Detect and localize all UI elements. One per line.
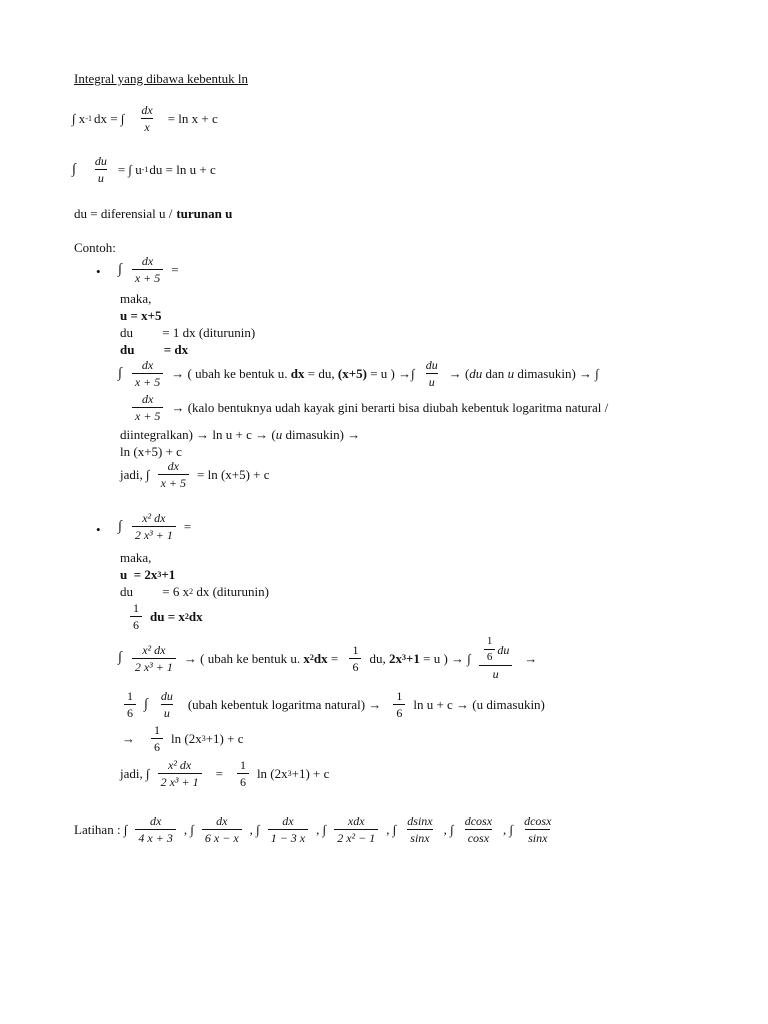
ex2-jadi-frac — [158, 759, 202, 788]
ex1-u-line — [120, 309, 162, 322]
ex2-step3: → $\frac{1}{6}$ ln (2x 3 +1) + c — [122, 723, 244, 754]
ex2-sixth-a: du = x — [150, 609, 185, 624]
latihan-sep-3: , ∫ — [316, 822, 327, 837]
ex2-s2-frac3 — [393, 690, 405, 719]
latihan-1-den: 4 x + 3 — [135, 829, 175, 844]
ex1-step4 — [120, 445, 182, 458]
ex1-s1-frac2 — [423, 359, 441, 388]
ex2-jadi: jadi, ∫ $\frac{\text{x² dx}}{\text{2 x³ + 1}}$ = $\frac{1}{6}$ ln (2x 3 +1) + c — [120, 758, 330, 789]
ex2-s1-t9: → — [524, 650, 538, 666]
ex2-s2-num: du — [160, 689, 173, 703]
latihan-5-den: sinx — [407, 829, 432, 844]
ex2-jadi-frac2 — [237, 759, 249, 788]
latihan-1-num: dx — [149, 814, 162, 828]
ex1-s2-frac — [132, 393, 163, 422]
latihan-sep-2: , ∫ — [249, 822, 260, 837]
ex2-q-eq: = — [183, 519, 192, 534]
ex2-du-a: du = 6 x — [120, 584, 190, 599]
latihan-item-1 — [135, 815, 175, 844]
f2-den: u — [95, 169, 107, 184]
ex1-jadi-b: = ln (x+5) + c — [197, 467, 270, 482]
latihan-item-7 — [521, 815, 554, 844]
ex2-s1-t8: = u ) → ∫ — [419, 650, 471, 666]
ex1-jadi-a: jadi, ∫ — [120, 467, 150, 482]
ex2-jadi-b: ln (2x — [256, 766, 288, 781]
ex2-s1-n2bot: 6 — [484, 649, 496, 663]
def-text: du = diferensial u / — [74, 206, 173, 221]
ex1-s2-text: → (kalo bentuknya udah kayak gini berarti bisa diubah kebentuk logaritma natural / — [171, 400, 609, 415]
heading-text: Integral yang dibawa kebentuk ln — [74, 71, 248, 86]
ex2-du-b: dx (diturunin) — [193, 584, 269, 599]
f1-fraction — [138, 104, 155, 133]
latihan-4-num: xdx — [347, 814, 365, 828]
ex2-jadi-c: +1) + c — [291, 766, 330, 781]
ex1-s1-int: ∫ — [118, 365, 122, 381]
ex1-jadi-den: x + 5 — [158, 474, 189, 489]
ex1-u-text: u = x+5 — [120, 308, 162, 323]
ex2-s1-den: 2 x³ + 1 — [132, 658, 176, 673]
ex2-s3-b: +1) + c — [205, 731, 244, 746]
f2-result: du = ln u + c — [149, 162, 216, 177]
ex1-s2-den: x + 5 — [132, 407, 163, 422]
ex1-s1-den: x + 5 — [132, 373, 163, 388]
ex2-q-frac — [132, 512, 176, 541]
ex2-s1-int: ∫ — [118, 650, 122, 665]
ex2-s1-frac1 — [349, 644, 361, 673]
ex1-maka-text: maka, — [120, 291, 152, 306]
ex2-s1-frac — [132, 644, 176, 673]
ex2-sixth-den: 6 — [130, 616, 142, 631]
ex2-s3-d: 6 — [151, 738, 163, 753]
latihan-item-2 — [202, 815, 242, 844]
ex1-s1-frac — [132, 359, 163, 388]
ex1-s3-a: diintegralkan) → ln u + c → ( — [120, 427, 276, 442]
ex2-s1-t2: x — [303, 650, 310, 666]
ex2-maka — [120, 551, 151, 564]
ex1-s2-num: dx — [142, 392, 154, 406]
f1-mid: dx = ∫ — [93, 111, 125, 126]
ex1-du-text: du = 1 dx (diturunin) — [120, 325, 256, 340]
ex2-sixth-b: dx — [188, 609, 203, 624]
ex2-s3-n: 1 — [154, 723, 160, 737]
ex1-q-eq: = — [171, 262, 179, 277]
ex1-q-int: ∫ — [118, 261, 122, 277]
ex2-q-int: ∫ — [118, 518, 122, 534]
ex2-s1-n1: 1 — [352, 642, 359, 657]
latihan-2-num: dx — [216, 814, 228, 828]
ex2-du-line: du = 6 x 2 dx (diturunin) — [120, 584, 269, 599]
ex2-s1-n2var: du — [497, 642, 510, 657]
ex1-du-line — [120, 326, 255, 339]
ex2-s3-arrow: → — [122, 731, 135, 746]
latihan-3-num: dx — [282, 814, 294, 828]
ex2-s1-t7: +1 — [405, 650, 420, 666]
ex1-s1-num: dx — [141, 358, 154, 372]
latihan-7-den: sinx — [525, 829, 550, 844]
ex2-s1-t1: → ( ubah ke bentuk u. — [183, 650, 304, 666]
latihan-6-num: dcosx — [464, 814, 493, 828]
ex2-s1-t5: du, — [369, 650, 389, 666]
ex2-s2-int: ∫ — [144, 696, 148, 712]
latihan-sep-4: , ∫ — [386, 822, 397, 837]
ex2-jadi-num: x² dx — [167, 758, 192, 772]
ex1-s1-t2: dx — [290, 366, 305, 381]
ex2-s2-d2: 6 — [393, 704, 405, 719]
ex2-jadi-d: 6 — [237, 773, 249, 788]
ex2-s2-t2: ln u + c → (u dimasukin) — [413, 697, 545, 712]
bullet-1: • — [96, 264, 101, 279]
ex1-s1-t6: → ( — [448, 366, 470, 381]
latihan-item-6 — [462, 815, 495, 844]
f2-mid: = ∫ u — [117, 162, 142, 177]
ex2-s1-d2: u — [479, 665, 513, 680]
ex1-question — [118, 255, 179, 284]
ex2-sixth: $\frac{1}{6}$ du = x 2 dx — [122, 602, 203, 631]
ex2-step2 — [124, 690, 545, 719]
latihan-item-3 — [268, 815, 308, 844]
ex1-s1-t8: dan — [482, 366, 508, 381]
latihan-6-den: cosx — [465, 829, 492, 844]
ex2-s2-t1: (ubah kebentuk logaritma natural) → — [187, 697, 382, 712]
ex2-jadi-den: 2 x³ + 1 — [158, 773, 202, 788]
formula-2: ∫ $\frac{du}{u}$ = ∫ u -1 du = ln u + c — [72, 154, 216, 185]
ex1-q-den: x + 5 — [132, 269, 163, 284]
def-bold: turunan u — [176, 206, 233, 221]
latihan-4-den: 2 x² − 1 — [334, 829, 378, 844]
ex1-jadi-frac — [158, 460, 189, 489]
latihan-sep-6: , ∫ — [503, 822, 514, 837]
ex1-s1-t3: = du, — [304, 366, 338, 381]
ex2-u-b: +1 — [161, 567, 176, 582]
ex2-s2-frac1 — [124, 690, 136, 719]
contoh-label — [74, 241, 116, 254]
ex2-s1-num2 — [479, 636, 513, 665]
ex1-step2 — [124, 393, 608, 422]
ex2-s1-d1: 6 — [349, 658, 361, 673]
ex2-s2-d: 6 — [124, 704, 136, 719]
ex2-u-a: u = 2x — [120, 567, 158, 582]
latihan-3-den: 1 − 3 x — [268, 829, 308, 844]
ex1-jadi — [120, 460, 270, 489]
latihan-label: Latihan : ∫ — [74, 822, 128, 837]
ex2-s2-n: 1 — [127, 689, 133, 703]
ex2-s1-inner-frac — [484, 636, 496, 663]
f2-fraction — [92, 155, 110, 184]
latihan-5-num: dsinx — [407, 814, 433, 828]
latihan-sep-5: , ∫ — [443, 822, 454, 837]
latihan-item-5 — [404, 815, 435, 844]
latihan-item-4 — [334, 815, 378, 844]
ex1-q-frac — [132, 255, 163, 284]
ex1-s1-t5: = u ) →∫ — [366, 366, 415, 381]
ex2-step1: ∫ $\frac{\text{x² dx}}{\text{2 x³ + 1}}$ → ( ubah ke bentuk u. x 2 dx = $\frac{1}{6}$ du, 2x 3 +1 = u ) → ∫ $\frac{1}{6}$ du u → — [118, 635, 538, 681]
bullet-2: • — [96, 522, 101, 537]
page-heading — [74, 72, 248, 85]
ex2-q-num: x² dx — [142, 511, 166, 525]
ex2-q-den: 2 x³ + 1 — [132, 526, 176, 541]
f1-num: dx — [141, 103, 153, 117]
ex1-s1-t10: dimasukin) → ∫ — [514, 366, 599, 381]
ex2-s3-a: ln (2x — [171, 731, 202, 746]
ex2-sixth-frac — [130, 602, 142, 631]
ex1-dudx-text: du = dx — [120, 342, 189, 357]
ex1-s4-text: ln (x+5) + c — [120, 444, 182, 459]
f2-int: ∫ — [72, 161, 76, 177]
latihan-sep-1: , ∫ — [183, 822, 194, 837]
ex2-s1-frac2 — [479, 636, 513, 680]
ex2-u-line: u = 2x 3 +1 — [120, 567, 176, 582]
ex2-maka-text: maka, — [120, 550, 152, 565]
ex1-jadi-num: dx — [167, 459, 179, 473]
ex2-s2-frac2 — [158, 690, 176, 719]
ex1-maka — [120, 292, 151, 305]
ex1-s1-t9: u — [507, 366, 515, 381]
ex2-jadi-a: jadi, ∫ — [120, 766, 150, 781]
ex2-s1-num: x² dx — [142, 642, 166, 657]
ex2-s3-frac — [151, 724, 163, 753]
ex2-sixth-num: 1 — [133, 601, 139, 615]
ex1-s1-num2: du — [425, 358, 438, 372]
ex2-s1-n2top: 1 — [486, 635, 493, 647]
ex2-s1-t3: dx — [313, 650, 328, 666]
ex2-jadi-n: 1 — [239, 758, 246, 772]
ex1-s1-t1: → ( ubah ke bentuk u. — [171, 366, 291, 381]
latihan-2-den: 6 x − x — [202, 829, 242, 844]
ex2-s2-n2: 1 — [396, 689, 403, 703]
f1-int: ∫ x — [72, 111, 86, 126]
ex1-s1-t4: (x+5) — [337, 366, 367, 381]
ex2-jadi-eq: = — [215, 766, 223, 781]
f1-result: = ln x + c — [167, 111, 218, 126]
latihan-line — [74, 815, 562, 844]
ex1-s1-t7: du — [469, 366, 483, 381]
ex2-s2-den: u — [161, 704, 173, 719]
ex1-step1 — [118, 359, 599, 388]
ex2-question — [118, 512, 191, 541]
ex2-s1-t6: 2x — [388, 650, 402, 666]
latihan-7-num: dcosx — [524, 814, 552, 828]
definition-line — [74, 207, 232, 220]
ex1-s1-den2: u — [426, 373, 438, 388]
contoh-text: Contoh: — [74, 240, 116, 255]
ex1-step3 — [120, 428, 360, 441]
formula-1: ∫ x -1 dx = ∫ $\frac{dx}{x}$ = ln x + c — [72, 103, 218, 134]
ex1-s3-b: u — [275, 427, 283, 442]
ex1-q-num: dx — [141, 254, 154, 268]
ex1-dudx-line — [120, 343, 188, 356]
f2-num: du — [94, 154, 107, 168]
f1-den: x — [141, 118, 152, 133]
ex1-s3-c: dimasukin) → — [282, 427, 361, 442]
ex2-s1-t4: = — [327, 650, 342, 666]
